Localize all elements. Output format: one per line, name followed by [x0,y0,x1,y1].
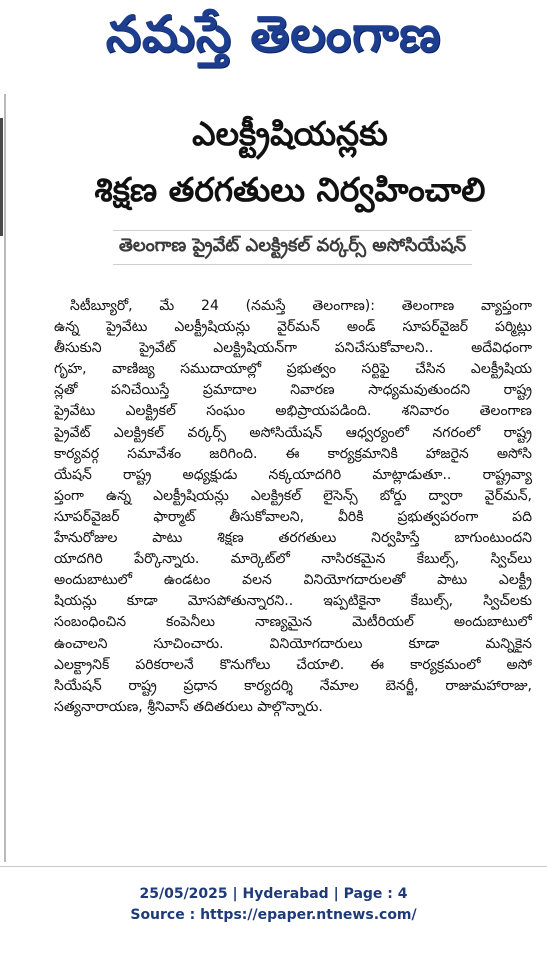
headline-line-2: శిక్షణ తరగతులు నిర్వహించాలి [94,170,486,209]
headline-line-1: ఎలక్ట్రీషియన్లకు [192,114,388,153]
body-line: తీసుకుని ప్రైవేట్ ఎలక్ట్రిషియన్‌గా పనిచేసుకోవాలని.. అదేవిధంగా [54,340,532,357]
masthead [0,0,547,80]
body-line: గృహ, వాణిజ్య సముదాయాల్లో ప్రభుత్వం సర్టిఫై చేసిన ఎలక్ట్రీషియ [54,361,532,378]
body-line: ఉంచాలని సూచించారు. వినియోగదారులు కూడా మన్నికైన [54,635,532,652]
subheadline-container [50,230,535,265]
footer-divider [0,866,547,867]
body-line: షియన్లు కూడా మోసపోతున్నారని.. ఇప్పటికైనా కేబుల్స్, స్విచ్‌లకు [54,593,532,610]
article-subheadline: తెలంగాణ ప్రైవేట్ ఎలక్ట్రికల్ వర్కర్స్ అసోసియేషన్ [113,230,472,265]
body-line: సిటీబ్యూరో, మే 24 (నమస్తే తెలంగాణ): తెలంగాణ వ్యాప్తంగా [70,298,532,314]
body-line: ఉన్న ప్రైవేటు ఎలక్ట్రీషియన్లు వైర్‌మన్ అండ్ సూపర్‌వైజర్ పర్మిట్లు [54,319,532,336]
body-line: సియేషన్ రాష్ట్ర ప్రధాన కార్యదర్శి నేమాల బెనర్జీ, రాజుమహారాజు, [54,677,532,694]
body-line: న్లతో పనిచేయిస్తే ప్రమాదాల నివారణ సాధ్యమవుతుందని రాష్ట్ర [54,382,532,399]
body-line: ప్రైవేటు ఎలక్ట్రికల్ సంఘం అభిప్రాయపడింది. శనివారం తెలంగాణ [54,403,532,420]
body-line: యాదగిరి పేర్కొన్నారు. మార్కెట్‌లో నాసిరకమైన కేబుల్స్, స్విచ్‌లు [54,551,532,568]
newspaper-logo: నమస్తే తెలంగాణ [105,4,442,63]
body-line: ఎలక్ట్రానిక్ పరికరాలనే కొనుగోలు చేయాలి. ఈ కార్యక్రమంలో అసో [54,656,532,673]
edition-info: 25/05/2025 | Hyderabad | Page : 4 [139,886,408,902]
body-line: సంబంధించిన కంపెనీలు నాణ్యమైన మెటీరియల్ అందుబాటులో [54,614,532,631]
body-line: కార్యవర్గ సమావేశం జరిగింది. ఈ కార్యక్రమానికి హాజరైన అసోసి [54,445,532,462]
body-line: సత్యనారాయణ, శ్రీనివాస్ తదితరులు పాల్గొన్నారు. [54,698,323,715]
article-headline [40,106,540,218]
clip-edge-shadow [0,118,3,236]
body-line: హేనురోజుల పాటు శిక్షణ తరగతులు నిర్వహిస్తే బాగుంటుందని [54,530,532,547]
body-line: సూపర్‌వైజర్ ఫార్మాట్ తీసుకోవాలని, వీరికి ప్రభుత్వపరంగా పది [54,508,532,525]
body-line: ప్రైవేట్ ఎలక్ట్రికల్ వర్కర్స్ అసోసియేషన్ ఆధ్వర్యంలో నగరంలో రాష్ట్ర [54,424,532,441]
body-line: యేషన్ రాష్ట్ర అధ్యక్షుడు నక్కయాదగిరి మాట్లాడుతూ.. రాష్ట్రవ్యా [54,466,532,483]
body-line: ప్తంగా ఉన్న ఎలక్ట్రీషియన్లు ఎలక్ట్రికల్ లైసెన్స్ బోర్డు ద్వారా వైర్‌మన్, [54,487,532,504]
article-body [54,296,532,718]
source-link[interactable]: Source : https://epaper.ntnews.com/ [130,907,417,923]
footer [0,884,547,926]
body-line: అందుబాటులో ఉండటం వలన వినియోగదారులతో పాటు ఎలక్ట్రీ [54,572,532,589]
